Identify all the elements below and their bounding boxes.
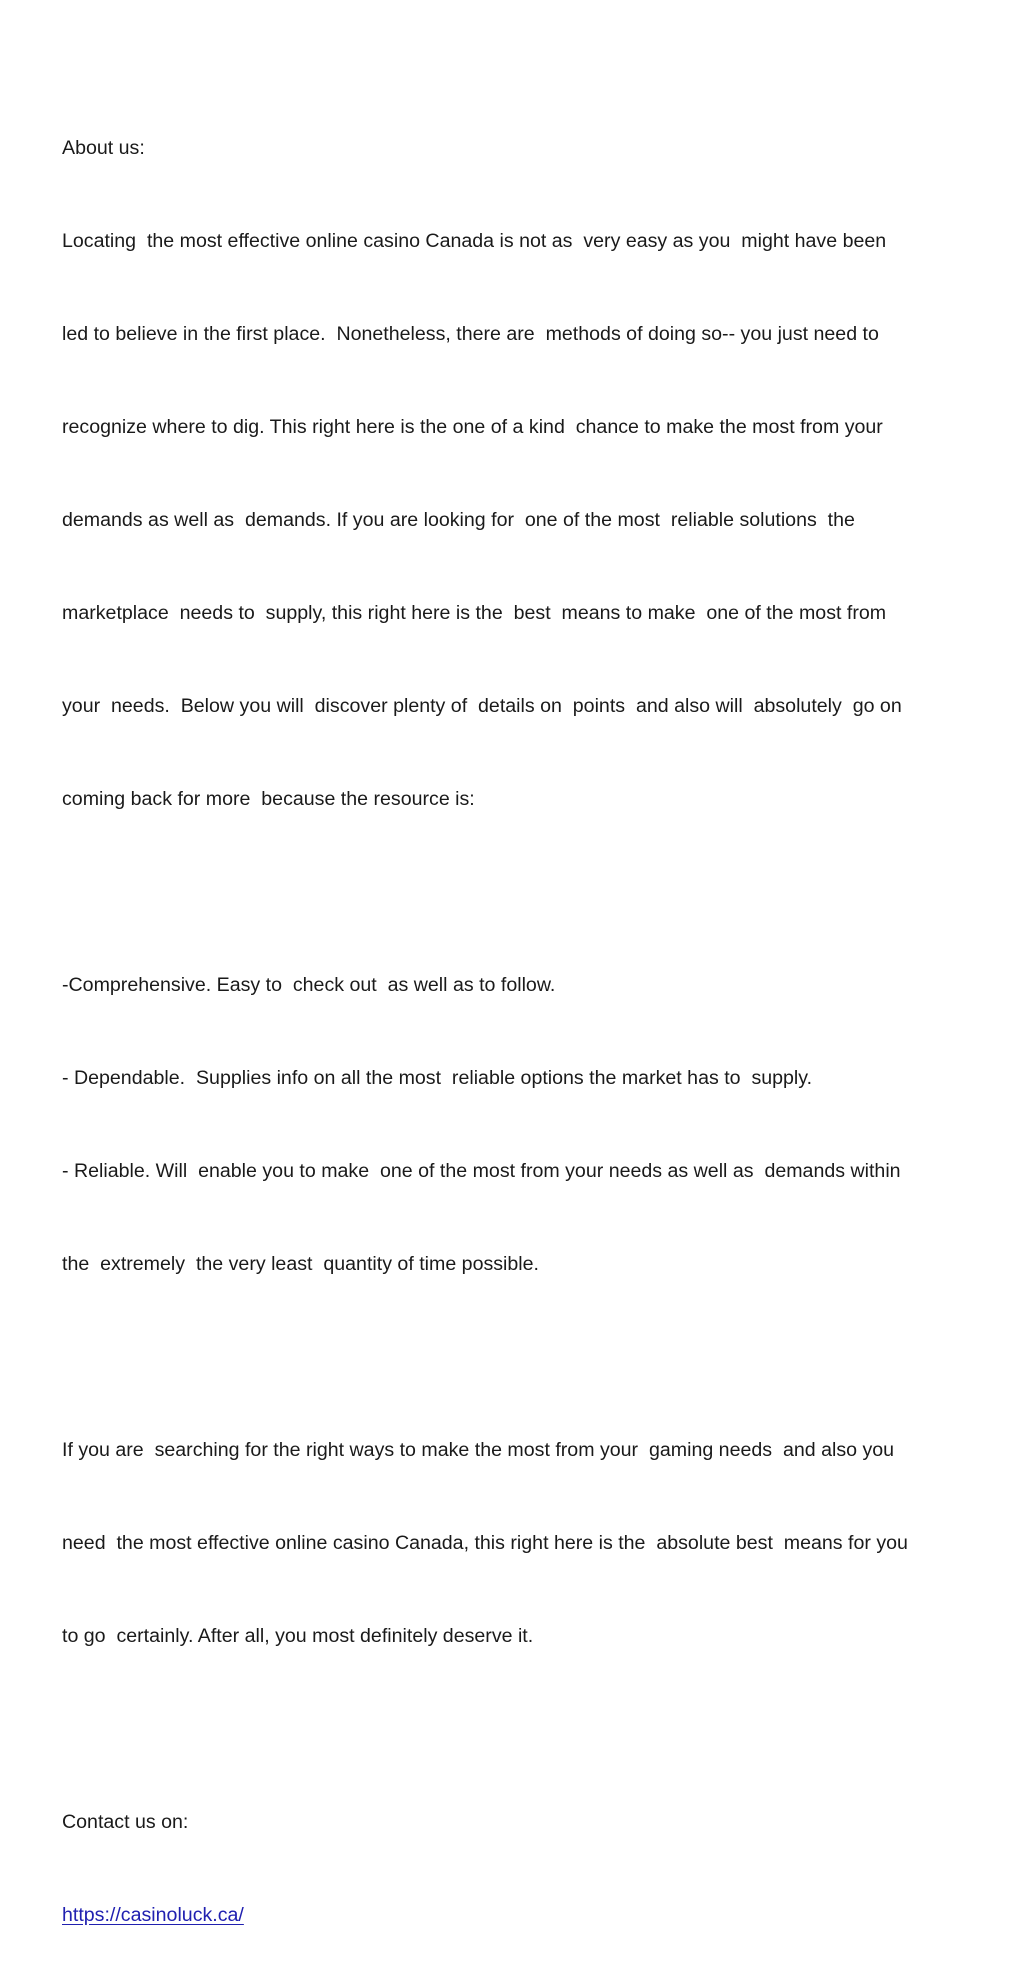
contact-heading: Contact us on: — [62, 1811, 189, 1833]
closing-line: If you are searching for the right ways to make the most from your gaming needs and also you — [62, 1439, 895, 1461]
about-line: led to believe in the first place. Nonetheless, there are methods of doing so-- you just need to — [62, 323, 879, 345]
contact-link[interactable]: https://casinoluck.ca/ — [62, 1904, 244, 1926]
document-body — [62, 71, 972, 1962]
feature-line: -Comprehensive. Easy to check out as well as to follow. — [62, 974, 556, 996]
about-line: demands as well as demands. If you are looking for one of the most reliable solutions the — [62, 509, 855, 531]
closing-line: need the most effective online casino Canada, this right here is the absolute best means for you — [62, 1532, 908, 1554]
about-line: recognize where to dig. This right here is the one of a kind chance to make the most from your — [62, 416, 883, 438]
paragraph-gap — [62, 1342, 972, 1373]
paragraph-gap — [62, 1714, 972, 1745]
closing-line: to go certainly. After all, you most definitely deserve it. — [62, 1625, 534, 1647]
feature-line: - Dependable. Supplies info on all the most reliable options the market has to supply. — [62, 1067, 813, 1089]
about-line: your needs. Below you will discover plenty of details on points and also will absolutely go on — [62, 695, 902, 717]
about-line: marketplace needs to supply, this right here is the best means to make one of the most from — [62, 602, 887, 624]
contact-link-row — [62, 1900, 972, 1931]
about-line: Locating the most effective online casino Canada is not as very easy as you might have been — [62, 230, 887, 252]
feature-line: - Reliable. Will enable you to make one of the most from your needs as well as demands within — [62, 1160, 901, 1182]
paragraph-gap — [62, 877, 972, 908]
about-heading: About us: — [62, 137, 145, 159]
about-line: coming back for more because the resource is: — [62, 788, 475, 810]
feature-line: the extremely the very least quantity of time possible. — [62, 1253, 540, 1275]
